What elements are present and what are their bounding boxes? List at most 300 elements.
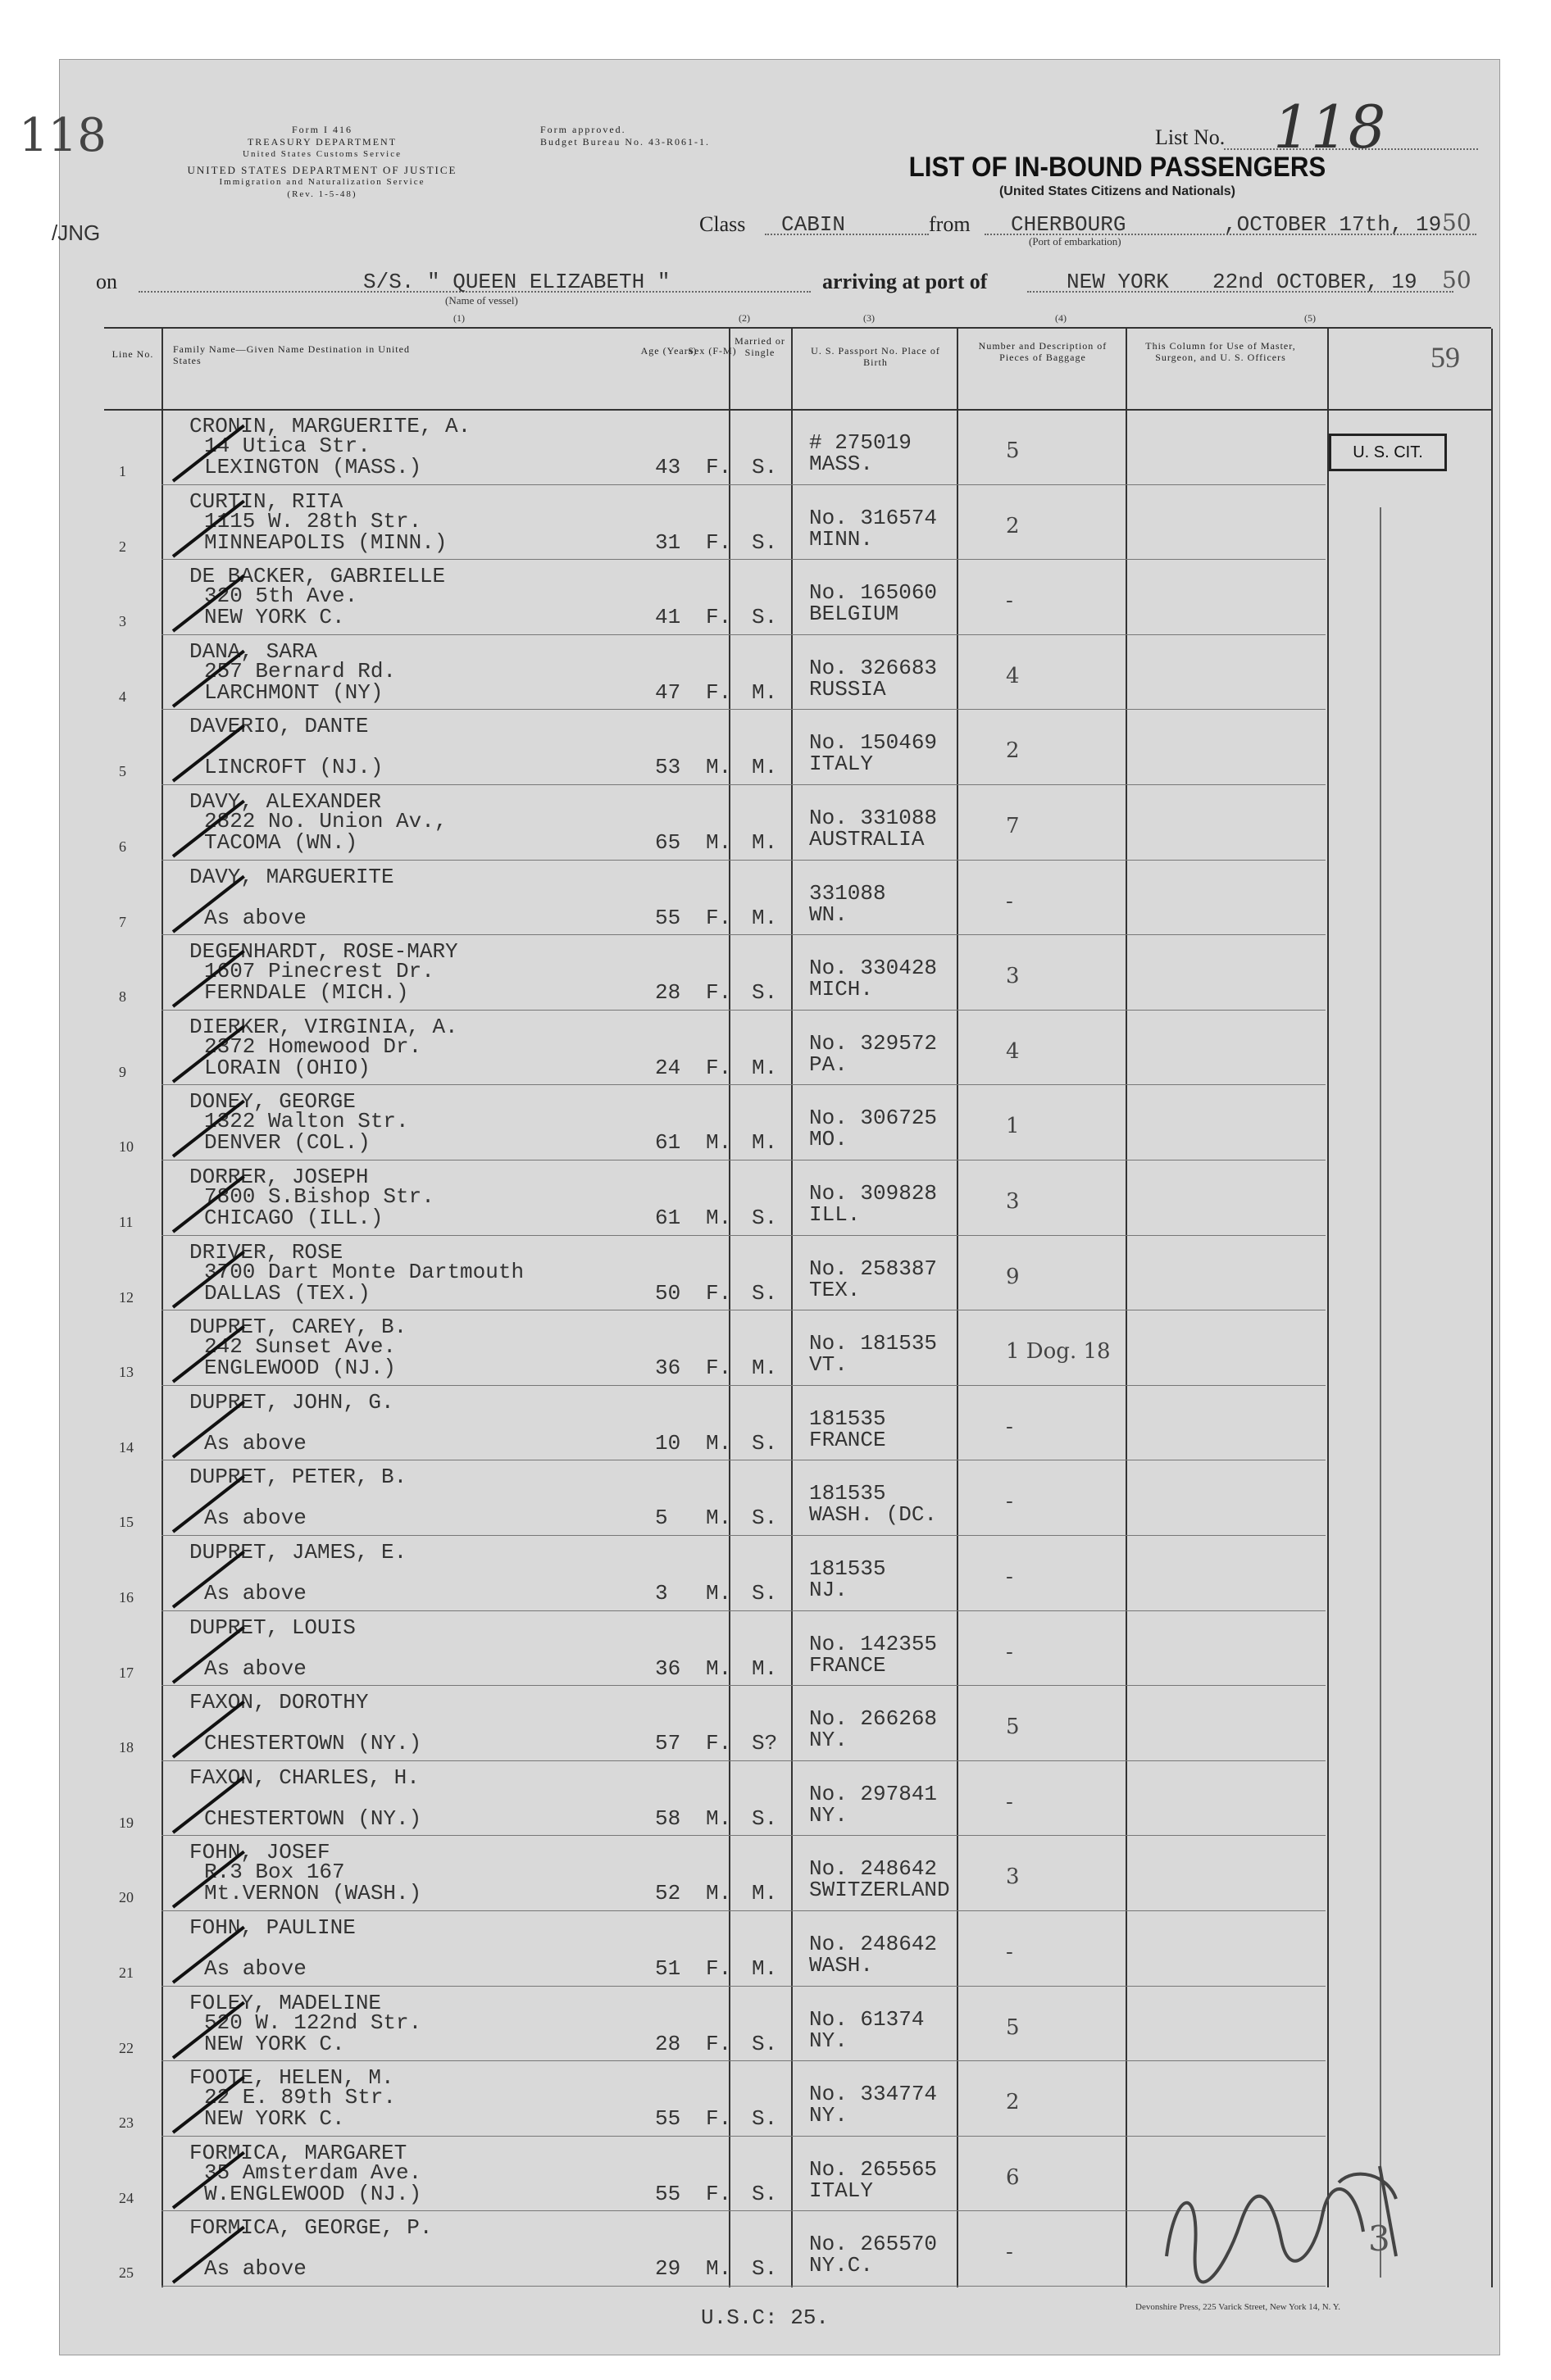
- passenger-name: FORMICA, MARGARET: [189, 2140, 407, 2165]
- passenger-destination: TACOMA (WN.): [204, 830, 358, 855]
- passenger-destination: NEW YORK C.: [204, 605, 345, 630]
- baggage-count: 4: [1006, 1038, 1020, 1064]
- passenger-destination: LORAIN (OHIO): [204, 1055, 371, 1080]
- marital-status: S.: [752, 529, 778, 555]
- baggage-count: -: [1006, 1639, 1013, 1665]
- baggage-count: -: [1006, 588, 1013, 614]
- row-rule: [161, 1910, 1326, 1911]
- marital-status: M.: [752, 1881, 778, 1906]
- baggage-count: 4: [1006, 663, 1020, 688]
- passenger-name: CURTIN, RITA: [189, 488, 343, 514]
- table-row: [104, 1762, 1493, 1837]
- marital-status: M.: [752, 1956, 778, 1981]
- passenger-name: DUPRET, JAMES, E.: [189, 1540, 407, 1565]
- passenger-age: 51: [655, 1956, 681, 1981]
- passenger-name: DRIVER, ROSE: [189, 1239, 343, 1265]
- marital-status: S.: [752, 2256, 778, 2282]
- passenger-sex: F.: [706, 455, 732, 479]
- table-row: [104, 1987, 1493, 2063]
- row-rule: [161, 1610, 1326, 1611]
- passport-number: No. 248642: [809, 1856, 938, 1882]
- passenger-address: 1115 W. 28th Str.: [204, 508, 422, 534]
- baggage-count: 3: [1006, 964, 1020, 989]
- passenger-age: 58: [655, 1805, 681, 1831]
- col-header-name: Family Name—Given Name Destination in United States: [173, 343, 410, 366]
- passport-number: No. 326683: [809, 655, 938, 680]
- passenger-age: 28: [655, 980, 681, 1006]
- passenger-sex: F.: [706, 905, 732, 930]
- place-of-birth: BELGIUM: [809, 602, 899, 627]
- vessel-caption: (Name of vessel): [445, 294, 518, 307]
- baggage-count: 3: [1006, 1189, 1020, 1214]
- table-row: [104, 1311, 1493, 1387]
- baggage-count: 5: [1006, 438, 1020, 463]
- passport-number: No. 150469: [809, 730, 938, 756]
- row-rule: [161, 934, 1326, 935]
- passenger-manifest-page: [19, 59, 1500, 2355]
- line-number: 9: [119, 1063, 126, 1080]
- passenger-destination: As above: [204, 1430, 307, 1456]
- marital-status: S.: [752, 2106, 778, 2132]
- passenger-destination: DALLAS (TEX.): [204, 1280, 371, 1306]
- line-number: 7: [119, 913, 126, 930]
- baggage-count: 3: [1006, 1864, 1020, 1890]
- line-number: 16: [119, 1589, 134, 1606]
- passenger-name: DANA, SARA: [189, 638, 318, 664]
- row-rule: [161, 1685, 1326, 1686]
- passenger-address: 242 Sunset Ave.: [204, 1334, 397, 1360]
- line-number: 23: [119, 2114, 134, 2132]
- table-row: [104, 1612, 1493, 1687]
- passenger-name: DAVERIO, DANTE: [189, 714, 369, 739]
- line-number: 8: [119, 988, 126, 1006]
- row-rule: [161, 559, 1326, 560]
- passenger-address: R.3 Box 167: [204, 1860, 345, 1885]
- passenger-address: 1322 Walton Str.: [204, 1109, 409, 1134]
- passenger-destination: LARCHMONT (NY): [204, 679, 384, 705]
- form-rev: (Rev. 1-5-48): [287, 189, 357, 199]
- justice-dept: UNITED STATES DEPARTMENT OF JUSTICE: [187, 164, 457, 176]
- line-number: 18: [119, 1739, 134, 1756]
- place-of-birth: NY.: [809, 2028, 848, 2053]
- col-header-baggage: Number and Description of Pieces of Baggage: [978, 340, 1108, 363]
- depart-year: 50: [1442, 209, 1471, 236]
- line-number: 15: [119, 1514, 134, 1531]
- form-info: [166, 124, 478, 201]
- passenger-destination: As above: [204, 1581, 307, 1606]
- table-row: [104, 1086, 1493, 1161]
- passenger-age: 52: [655, 1881, 681, 1906]
- passenger-name: DUPRET, PETER, B.: [189, 1465, 407, 1490]
- col-number-2: (2): [739, 312, 750, 324]
- table-row: [104, 786, 1493, 861]
- passenger-address: 7800 S.Bishop Str.: [204, 1184, 434, 1209]
- col-header-sex: Sex (F-M): [688, 345, 737, 357]
- table-row: [104, 1687, 1493, 1762]
- passenger-name: FAXON, CHARLES, H.: [189, 1765, 420, 1790]
- table-row: [104, 1912, 1493, 1987]
- marital-status: M.: [752, 1055, 778, 1080]
- passenger-sex: F.: [706, 1356, 732, 1381]
- table-row: [104, 861, 1493, 937]
- passenger-age: 29: [655, 2256, 681, 2282]
- row-rule: [161, 1986, 1326, 1987]
- col-number-4: (4): [1055, 312, 1067, 324]
- baggage-count: 1: [1006, 1114, 1020, 1139]
- col-header-age: Age (Years): [640, 345, 698, 357]
- place-of-birth: SWITZERLAND: [809, 1878, 950, 1903]
- passenger-destination: MINNEAPOLIS (MINN.): [204, 529, 448, 555]
- passport-number: 181535: [809, 1481, 886, 1506]
- baggage-count: -: [1006, 1414, 1013, 1439]
- passenger-address: 520 W. 122nd Str.: [204, 2010, 422, 2035]
- place-of-birth: NJ.: [809, 1578, 848, 1602]
- baggage-count: -: [1006, 1940, 1013, 1964]
- passport-number: No. 265570: [809, 2232, 938, 2257]
- passenger-destination: As above: [204, 1656, 307, 1681]
- table-row: [104, 636, 1493, 711]
- passenger-sex: M.: [706, 1506, 732, 1531]
- place-of-birth: RUSSIA: [809, 676, 886, 702]
- class-value: CABIN: [781, 212, 846, 237]
- passenger-sex: F.: [706, 2106, 732, 2132]
- passenger-age: 24: [655, 1055, 681, 1080]
- baggage-count: 2: [1006, 2090, 1020, 2115]
- us-cit-stamp: U. S. CIT.: [1329, 434, 1447, 471]
- col-number-3: (3): [863, 312, 875, 324]
- passenger-name: FOHN, PAULINE: [189, 1915, 356, 1940]
- marital-status: S.: [752, 980, 778, 1006]
- passenger-sex: M.: [706, 1805, 732, 1831]
- passenger-sex: F.: [706, 1731, 732, 1756]
- manifest-table: [104, 327, 1491, 2287]
- place-of-birth: ITALY: [809, 752, 874, 777]
- passenger-age: 3: [655, 1581, 668, 1606]
- line-number: 25: [119, 2264, 134, 2282]
- passenger-name: DEGENHARDT, ROSE-MARY: [189, 939, 458, 965]
- passport-number: No. 329572: [809, 1030, 938, 1056]
- from-label: from: [929, 212, 971, 236]
- passenger-sex: M.: [706, 1656, 732, 1681]
- arrival-date: 22nd OCTOBER, 19: [1212, 270, 1417, 294]
- baggage-count: -: [1006, 1565, 1013, 1589]
- col-header-line: Line No.: [111, 348, 154, 360]
- place-of-birth: ILL.: [809, 1202, 861, 1227]
- passenger-name: DIERKER, VIRGINIA, A.: [189, 1014, 458, 1039]
- row-rule: [161, 1084, 1326, 1085]
- passenger-sex: F.: [706, 1956, 732, 1981]
- passenger-destination: CHESTERTOWN (NY.): [204, 1731, 422, 1756]
- row-rule: [161, 1535, 1326, 1536]
- row-rule: [161, 1235, 1326, 1236]
- baggage-count: -: [1006, 1789, 1013, 1815]
- baggage-count: 2: [1006, 513, 1020, 538]
- passenger-name: FAXON, DOROTHY: [189, 1690, 369, 1715]
- passport-number: No. 165060: [809, 580, 938, 606]
- col-header-married: Married or Single: [735, 335, 785, 358]
- marital-status: M.: [752, 905, 778, 930]
- line-number: 17: [119, 1664, 134, 1681]
- line-number: 22: [119, 2039, 134, 2056]
- clerk-initials: /JNG: [52, 220, 101, 245]
- passenger-sex: F.: [706, 1280, 732, 1306]
- passport-number: # 275019: [809, 430, 912, 455]
- line-number: 12: [119, 1288, 134, 1306]
- baggage-count: -: [1006, 888, 1013, 914]
- place-of-birth: NY.: [809, 1728, 848, 1753]
- table-row: [104, 711, 1493, 786]
- col-number-5: (5): [1304, 312, 1316, 324]
- line-number: 20: [119, 1889, 134, 1906]
- passport-number: No. 248642: [809, 1932, 938, 1956]
- passenger-age: 47: [655, 679, 681, 705]
- passenger-name: DE BACKER, GABRIELLE: [189, 564, 446, 589]
- line-number: 14: [119, 1438, 134, 1456]
- place-of-birth: FRANCE: [809, 1652, 886, 1678]
- place-of-birth: NY.: [809, 2103, 848, 2128]
- place-of-birth: WASH. (DC.: [809, 1502, 938, 1528]
- baggage-count: 7: [1006, 814, 1020, 838]
- place-of-birth: AUSTRALIA: [809, 827, 925, 852]
- table-row: [104, 1837, 1493, 1912]
- marital-status: S.: [752, 1581, 778, 1606]
- passenger-age: 55: [655, 2181, 681, 2206]
- row-rule: [161, 1835, 1326, 1836]
- marital-status: M.: [752, 830, 778, 855]
- passenger-address: 35 Amsterdam Ave.: [204, 2160, 422, 2185]
- passenger-name: DORRER, JOSEPH: [189, 1165, 369, 1189]
- passenger-age: 57: [655, 1731, 681, 1756]
- arriving-label: arriving at port of: [822, 270, 988, 293]
- place-of-birth: PA.: [809, 1051, 848, 1077]
- passenger-name: DUPRET, JOHN, G.: [189, 1389, 394, 1415]
- baggage-count: 1 Dog. 18: [1006, 1339, 1111, 1365]
- passport-number: No. 331088: [809, 806, 938, 830]
- passport-number: 181535: [809, 1556, 886, 1581]
- table-row: [104, 1011, 1493, 1087]
- passport-number: No. 309828: [809, 1181, 938, 1206]
- passenger-rows: [104, 411, 1493, 2287]
- passenger-sex: M.: [706, 2256, 732, 2282]
- passenger-destination: CHESTERTOWN (NY.): [204, 1805, 422, 1831]
- marital-status: S.: [752, 1280, 778, 1306]
- table-row: [104, 1237, 1493, 1312]
- passenger-age: 10: [655, 1430, 681, 1456]
- passenger-name: DONEY, GEORGE: [189, 1089, 356, 1115]
- passenger-name: FOLEY, MADELINE: [189, 1990, 382, 2015]
- passenger-age: 65: [655, 830, 681, 855]
- marital-status: S.: [752, 2181, 778, 2206]
- marital-status: S.: [752, 1206, 778, 1230]
- marital-status: M.: [752, 1130, 778, 1156]
- passport-number: No. 334774: [809, 2082, 938, 2107]
- passport-number: No. 142355: [809, 1631, 938, 1656]
- passport-number: No. 258387: [809, 1256, 938, 1281]
- passenger-destination: W.ENGLEWOOD (NJ.): [204, 2181, 422, 2206]
- place-of-birth: TEX.: [809, 1277, 861, 1302]
- passenger-sex: M.: [706, 1130, 732, 1156]
- passenger-address: 22 E. 89th Str.: [204, 2085, 397, 2110]
- marital-status: S.: [752, 1430, 778, 1456]
- arrival-port: NEW YORK: [1067, 270, 1169, 294]
- passenger-age: 53: [655, 755, 681, 780]
- col-number-1: (1): [453, 312, 465, 324]
- table-row: [104, 1161, 1493, 1237]
- passenger-sex: F.: [706, 679, 732, 705]
- line-number: 11: [119, 1214, 134, 1230]
- from-value: CHERBOURG: [1011, 212, 1126, 237]
- list-no-value: 118: [1273, 93, 1386, 161]
- passenger-destination: As above: [204, 905, 307, 930]
- place-of-birth: FRANCE: [809, 1427, 886, 1452]
- passenger-age: 5: [655, 1506, 668, 1531]
- passenger-age: 36: [655, 1656, 681, 1681]
- arrival-year: 50: [1442, 266, 1471, 293]
- page-title: LIST OF IN-BOUND PASSENGERS: [908, 152, 1326, 183]
- passenger-destination: LINCROFT (NJ.): [204, 755, 384, 780]
- line-number: 21: [119, 1964, 134, 1981]
- marital-status: S?: [752, 1731, 778, 1756]
- passenger-destination: NEW YORK C.: [204, 2031, 345, 2056]
- passenger-age: 50: [655, 1280, 681, 1306]
- passenger-age: 36: [655, 1356, 681, 1381]
- passenger-name: CRONIN, MARGUERITE, A.: [189, 414, 471, 438]
- place-of-birth: WASH.: [809, 1953, 874, 1978]
- line-number: 5: [119, 763, 126, 780]
- passenger-destination: As above: [204, 2256, 307, 2282]
- marital-status: S.: [752, 2031, 778, 2056]
- place-of-birth: VT.: [809, 1352, 848, 1378]
- passport-number: No. 266268: [809, 1706, 938, 1732]
- passport-number: No. 330428: [809, 956, 938, 981]
- row-rule: [161, 1010, 1326, 1011]
- class-label: Class: [699, 212, 746, 236]
- passenger-age: 61: [655, 1206, 681, 1230]
- passenger-sex: F.: [706, 980, 732, 1006]
- place-of-birth: NY.: [809, 1802, 848, 1828]
- left-margin-number: 118: [19, 109, 107, 162]
- passenger-age: 55: [655, 905, 681, 930]
- col-header-officers: This Column for Use of Master, Surgeon, and U. S. Officers: [1145, 340, 1296, 363]
- passenger-sex: F.: [706, 1055, 732, 1080]
- signature-note: 3: [1368, 2219, 1390, 2259]
- passport-number: No. 61374: [809, 2006, 925, 2032]
- table-row: [104, 486, 1493, 561]
- passenger-address: 2822 No. Union Av.,: [204, 809, 448, 833]
- place-of-birth: ITALY: [809, 2178, 874, 2203]
- baggage-count: 6: [1006, 2164, 1020, 2190]
- passport-number: No. 181535: [809, 1331, 938, 1356]
- dept-name: TREASURY DEPARTMENT: [247, 136, 398, 148]
- passenger-destination: Mt.VERNON (WASH.): [204, 1881, 422, 1906]
- marital-status: M.: [752, 755, 778, 780]
- passenger-age: 61: [655, 1130, 681, 1156]
- line-number: 24: [119, 2189, 134, 2206]
- passenger-age: 41: [655, 605, 681, 630]
- row-rule: [161, 1385, 1326, 1386]
- passenger-age: 28: [655, 2031, 681, 2056]
- table-row: [104, 936, 1493, 1011]
- budget-info: [540, 124, 753, 148]
- passenger-address: 1607 Pinecrest Dr.: [204, 959, 434, 984]
- passenger-address: 14 Utica Str.: [204, 434, 371, 458]
- passenger-destination: DENVER (COL.): [204, 1130, 371, 1156]
- ins-name: Immigration and Naturalization Service: [219, 177, 425, 187]
- passenger-sex: F.: [706, 529, 732, 555]
- passenger-name: FORMICA, GEORGE, P.: [189, 2215, 433, 2241]
- baggage-count: 2: [1006, 738, 1020, 764]
- line-number: 6: [119, 838, 126, 855]
- baggage-count: 5: [1006, 2014, 1020, 2040]
- place-of-birth: MO.: [809, 1127, 848, 1152]
- vessel-name: S/S. " QUEEN ELIZABETH ": [363, 270, 671, 294]
- form-number: Form I 416: [292, 124, 352, 135]
- passenger-age: 55: [655, 2106, 681, 2132]
- passport-number: 181535: [809, 1406, 886, 1431]
- passenger-sex: F.: [706, 605, 732, 630]
- budget-bureau: Budget Bureau No. 43-R061-1.: [540, 136, 710, 148]
- passenger-sex: M.: [706, 1430, 732, 1456]
- on-label: on: [96, 270, 117, 293]
- page-subtitle: (United States Citizens and Nationals): [998, 184, 1236, 198]
- passenger-age: 43: [655, 455, 681, 479]
- passenger-name: FOOTE, HELEN, M.: [189, 2065, 394, 2091]
- passenger-sex: M.: [706, 830, 732, 855]
- row-rule: [161, 634, 1326, 635]
- list-no-label: List No.: [1155, 125, 1226, 149]
- passenger-address: 257 Bernard Rd.: [204, 658, 397, 684]
- printer-imprint: Devonshire Press, 225 Varick Street, New York 14, N. Y.: [1135, 2302, 1341, 2312]
- passenger-age: 31: [655, 529, 681, 555]
- table-row: [104, 561, 1493, 636]
- line-number: 10: [119, 1138, 134, 1156]
- passenger-destination: NEW YORK C.: [204, 2106, 345, 2132]
- passport-number: 331088: [809, 880, 886, 906]
- from-caption: (Port of embarkation): [1029, 235, 1121, 248]
- line-number: 4: [119, 688, 126, 705]
- passenger-sex: M.: [706, 1881, 732, 1906]
- passenger-destination: FERNDALE (MICH.): [204, 980, 409, 1006]
- baggage-count: -: [1006, 1489, 1013, 1515]
- table-row: [104, 411, 1493, 486]
- row-rule: [161, 2060, 1326, 2061]
- row-rule: [161, 484, 1326, 485]
- place-of-birth: MICH.: [809, 977, 874, 1002]
- line-number: 19: [119, 1814, 134, 1831]
- passenger-destination: CHICAGO (ILL.): [204, 1206, 384, 1230]
- passenger-destination: As above: [204, 1506, 307, 1531]
- line-number: 2: [119, 538, 126, 555]
- passenger-sex: F.: [706, 2031, 732, 2056]
- passenger-address: 3700 Dart Monte Dartmouth: [204, 1259, 525, 1284]
- row-rule: [161, 709, 1326, 710]
- passenger-sex: M.: [706, 1581, 732, 1606]
- place-of-birth: WN.: [809, 902, 848, 927]
- passenger-address: 320 5th Ave.: [204, 584, 358, 609]
- place-of-birth: NY.C.: [809, 2253, 874, 2278]
- passenger-name: DAVY, MARGUERITE: [189, 864, 394, 889]
- service-name: United States Customs Service: [243, 149, 402, 159]
- passenger-destination: ENGLEWOOD (NJ.): [204, 1356, 397, 1381]
- marital-status: S.: [752, 455, 778, 479]
- passenger-sex: M.: [706, 755, 732, 780]
- line-number: 13: [119, 1364, 134, 1381]
- page-number: 59: [1430, 341, 1460, 374]
- passenger-name: DAVY, ALEXANDER: [189, 789, 382, 814]
- passport-number: No. 297841: [809, 1781, 938, 1806]
- form-approved: Form approved.: [540, 124, 626, 135]
- passport-number: No. 306725: [809, 1106, 938, 1131]
